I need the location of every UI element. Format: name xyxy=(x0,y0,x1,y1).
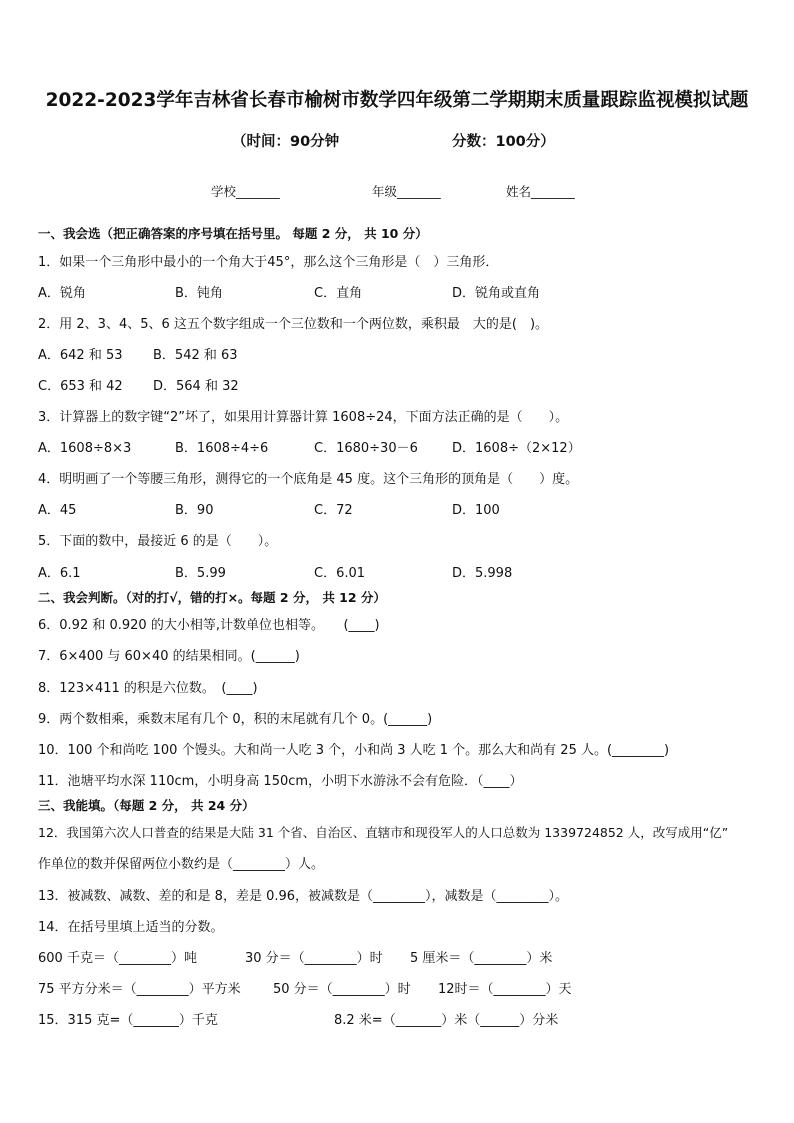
q14-row1-item1: 600 千克＝（________）吨 xyxy=(38,951,197,966)
section-1-heading: 一、我会选（把正确答案的序号填在括号里。 每题 2 分， 共 10 分） xyxy=(38,226,428,241)
total-score: 分数：100分） xyxy=(452,134,555,150)
question-12-line-2: 作单位的数并保留两位小数约是（________）人。 xyxy=(38,857,325,872)
question-11: 11．池塘平均水深 110cm，小明身高 150cm，小明下水游泳不会有危险．（____） xyxy=(38,774,523,789)
q2-option-c: C．653 和 42 xyxy=(38,379,123,394)
question-8: 8．123×411 的积是六位数。 (____) xyxy=(38,681,258,696)
question-5: 5．下面的数中，最接近 6 的是（ ）。 xyxy=(38,534,278,549)
q3-option-b: B．1608÷4÷6 xyxy=(175,441,269,456)
q4-option-d: D．100 xyxy=(452,503,500,518)
q4-option-b: B．90 xyxy=(175,503,214,518)
q5-option-b: B．5.99 xyxy=(175,566,226,581)
question-15-part-2: 8.2 米=（_______）米（______）分米 xyxy=(334,1013,559,1028)
q14-row2-item1: 75 平方分米＝（________）平方米 xyxy=(38,982,241,997)
q2-option-b: B．542 和 63 xyxy=(153,348,238,363)
question-14: 14．在括号里填上适当的分数。 xyxy=(38,920,224,935)
q5-option-a: A．6.1 xyxy=(38,566,81,581)
q3-option-a: A．1608÷8×3 xyxy=(38,441,132,456)
grade-field: 年级_______ xyxy=(372,184,441,199)
question-15-part-1: 15．315 克=（_______）千克 xyxy=(38,1013,218,1028)
q4-option-c: C．72 xyxy=(314,503,353,518)
q1-option-a: A．锐角 xyxy=(38,286,86,301)
q1-option-b: B．钝角 xyxy=(175,286,223,301)
question-3: 3．计算器上的数字键“2”坏了，如果用计算器计算 1608÷24，下面方法正确的是（ ）。 xyxy=(38,410,569,425)
question-7: 7．6×400 与 60×40 的结果相同。(______) xyxy=(38,649,300,664)
question-2: 2．用 2、3、4、5、6 这五个数字组成一个三位数和一个两位数，乘积最 大的是( )。 xyxy=(38,317,549,332)
question-4: 4．明明画了一个等腰三角形，测得它的一个底角是 45 度。这个三角形的顶角是（ ）度。 xyxy=(38,472,579,487)
q14-row2-item2: 50 分＝（________）时 xyxy=(273,982,411,997)
q2-option-a: A．642 和 53 xyxy=(38,348,123,363)
question-12-line-1: 12．我国第六次人口普查的结果是大陆 31 个省、自治区、直辖市和现役军人的人口总数为 1339724852 人，改写成用“亿” xyxy=(38,825,729,840)
section-2-heading: 二、我会判断。（对的打√，错的打×。每题 2 分， 共 12 分） xyxy=(38,590,386,605)
q4-option-a: A．45 xyxy=(38,503,77,518)
school-field: 学校_______ xyxy=(211,184,280,199)
page-title: 2022-2023学年吉林省长春市榆树市数学四年级第二学期期末质量跟踪监视模拟试题 xyxy=(45,90,749,111)
q2-option-d: D．564 和 32 xyxy=(153,379,239,394)
section-3-heading: 三、我能填。（每题 2 分， 共 24 分） xyxy=(38,798,255,813)
question-9: 9．两个数相乘，乘数末尾有几个 0，积的末尾就有几个 0。(______) xyxy=(38,712,433,727)
q1-option-c: C．直角 xyxy=(314,286,363,301)
question-13: 13．被减数、减数、差的和是 8，差是 0.96，被减数是（________），减数是（________）。 xyxy=(38,889,569,904)
q14-row1-item3: 5 厘米＝（________）米 xyxy=(410,951,553,966)
question-1: 1．如果一个三角形中最小的一个角大于45°，那么这个三角形是（ ）三角形． xyxy=(38,255,499,270)
q5-option-d: D．5.998 xyxy=(452,566,513,581)
q1-option-d: D．锐角或直角 xyxy=(452,286,541,301)
q14-row2-item3: 12时＝（________）天 xyxy=(438,982,572,997)
student-info xyxy=(0,182,794,200)
q5-option-c: C．6.01 xyxy=(314,566,366,581)
exam-meta xyxy=(0,130,794,150)
question-6: 6．0.92 和 0.920 的大小相等,计数单位也相等。 (____) xyxy=(38,618,380,633)
question-10: 10．100 个和尚吃 100 个馒头。大和尚一人吃 3 个，小和尚 3 人吃 1 个。那么大和尚有 25 人。(________) xyxy=(38,743,670,758)
name-field: 姓名_______ xyxy=(506,184,575,199)
time-limit: （时间：90分钟 xyxy=(232,134,340,150)
q14-row1-item2: 30 分＝（________）时 xyxy=(245,951,383,966)
q3-option-c: C．1680÷30－6 xyxy=(314,441,418,456)
q3-option-d: D．1608÷（2×12） xyxy=(452,441,581,456)
